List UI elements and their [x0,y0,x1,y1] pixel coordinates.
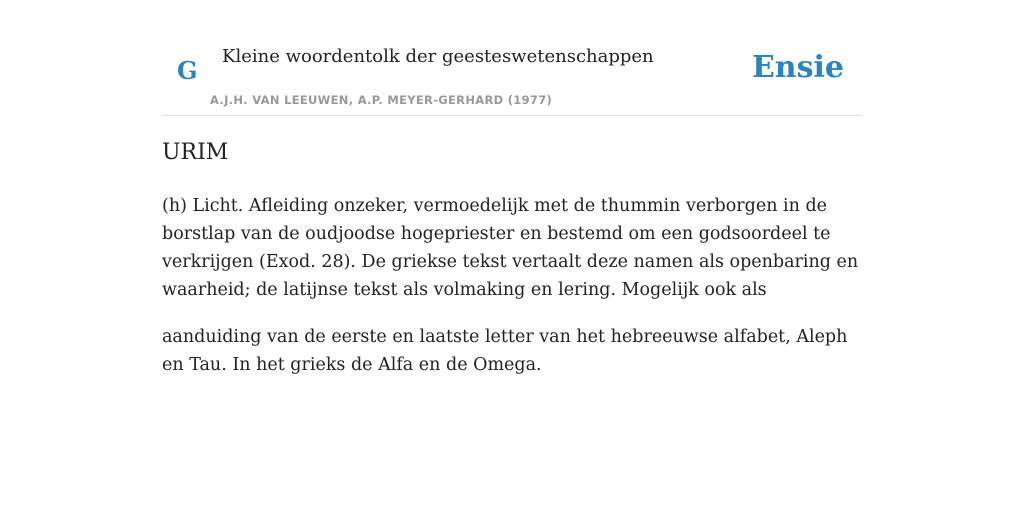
entry-title: URIM [162,140,229,165]
entry-body [162,192,862,398]
entry-paragraph: (h) Licht. Afleiding onzeker, vermoedelijk met de thummin verborgen in de borstlap van de oudjoodse hogepriester en bestemd om een godsoordeel te verkrijgen (Exod. 28). De griekse tekst vertaalt deze namen als openbaring en waarheid; de latijnse tekst als volmaking en lering. Mogelijk ook als [162,196,859,300]
ensie-logo[interactable]: Ensie [751,50,844,85]
authors-credit: A.J.H. VAN LEEUWEN, A.P. MEYER-GERHARD (1977) [210,93,553,107]
section-letter-link[interactable]: G [177,56,198,85]
header [162,40,862,116]
book-title-link[interactable]: Kleine woordentolk der geesteswetenschappen [222,46,654,67]
entry-paragraph: aanduiding van de eerste en laatste letter van het hebreeuwse alfabet, Aleph en Tau. In het grieks de Alfa en de Omega. [162,327,848,375]
